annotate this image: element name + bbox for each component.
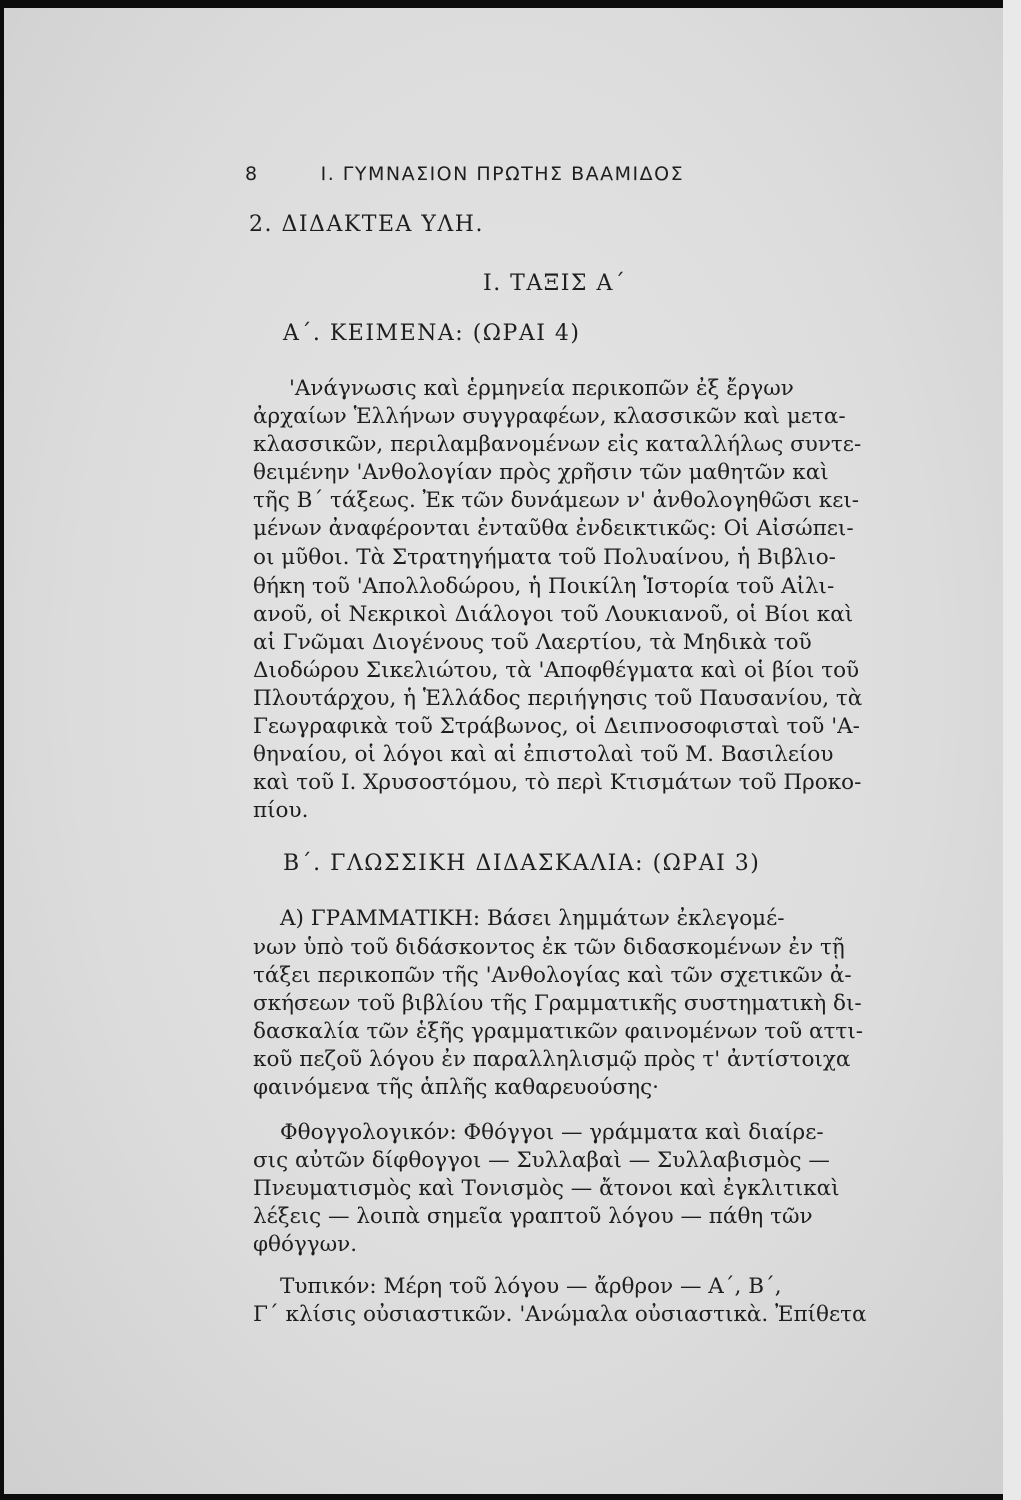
paragraph-1-line: ανοῦ, οἱ Νεκρικοὶ Διάλογοι τοῦ Λουκιανοῦ, οἱ Βίοι καὶ [253, 602, 854, 627]
section-heading: 2. ΔΙΔΑΚΤΕΑ ΥΛΗ. [249, 212, 484, 237]
paragraph-3-line: Φθογγολογικόν: Φθόγγοι — γράμματα καὶ διαίρε- [280, 1120, 824, 1145]
running-header [245, 163, 684, 185]
paragraph-1-line: καὶ τοῦ Ι. Χρυσοστόμου, τὸ περὶ Κτισμάτων τοῦ Προκο- [253, 770, 862, 795]
paragraph-1-line: θηναίου, οἱ λόγοι καὶ αἱ ἐπιστολαὶ τοῦ Μ. Βασιλείου [253, 742, 834, 767]
page-number: 8 [245, 163, 259, 185]
paragraph-1-line: πίου. [253, 798, 309, 823]
paragraph-4-line: Γ΄ κλίσις οὐσιαστικῶν. 'Ανώμαλα οὐσιαστικὰ. Ἐπίθετα [253, 1302, 867, 1327]
paragraph-2-line: σκήσεων τοῦ βιβλίου τῆς Γραμματικῆς συστηματικὴ δι- [253, 991, 862, 1016]
paragraph-1-line: 'Ανάγνωσις καὶ ἑρμηνεία περικοπῶν ἐξ ἔργων [289, 376, 794, 401]
paragraph-1-line: Πλουτάρχου, ἡ Ἑλλάδος περιήγησις τοῦ Παυσανίου, τὰ [253, 686, 863, 711]
paragraph-3-line: σις αὐτῶν δίφθογγοι — Συλλαβαὶ — Συλλαβισμὸς — [253, 1148, 830, 1173]
paragraph-1-line: θήκη τοῦ 'Απολλοδώρου, ἡ Ποικίλη Ἱστορία τοῦ Αἰλι- [253, 574, 835, 599]
paragraph-2-line: κοῦ πεζοῦ λόγου ἐν παραλληλισμῷ πρὸς τ' ἀντίστοιχα [253, 1047, 851, 1072]
paragraph-4-line: Τυπικόν: Μέρη τοῦ λόγου — ἄρθρον — Α΄, Β΄, [280, 1274, 782, 1299]
paragraph-1-line: τῆς Β΄ τάξεως. Ἐκ τῶν δυνάμεων ν' ἀνθολογηθῶσι κει- [253, 488, 860, 513]
paragraph-1-line: μένων ἀναφέρονται ἐνταῦθα ἐνδεικτικῶς: Οἱ Αἰσώπει- [253, 516, 854, 541]
paragraph-3-line: φθόγγων. [253, 1232, 358, 1257]
paragraph-1-line: οι μῦθοι. Τὰ Στρατηγήματα τοῦ Πολυαίνου, ἡ Βιβλιο- [253, 545, 836, 570]
class-title: Ι. ΤΑΞΙΣ Α΄ [483, 271, 627, 296]
paragraph-1-line: ἀρχαίων Ἑλλήνων συγγραφέων, κλασσικῶν καὶ μετα- [253, 404, 846, 429]
paragraph-2-line: δασκαλία τῶν ἑξῆς γραμματικῶν φαινομένων τοῦ αττι- [253, 1019, 864, 1044]
paragraph-1-line: κλασσικῶν, περιλαμβανομένων εἰς καταλλήλως συντε- [253, 432, 862, 457]
subsection-language-heading: Β΄. ΓΛΩΣΣΙΚΗ ΔΙΔΑΣΚΑΛΙΑ: (ΩΡΑΙ 3) [283, 851, 761, 876]
paragraph-3-line: λέξεις — λοιπὰ σημεῖα γραπτοῦ λόγου — πάθη τῶν [253, 1204, 813, 1229]
paragraph-2-line: τάξει περικοπῶν τῆς 'Ανθολογίας καὶ τῶν σχετικῶν ἀ- [253, 963, 852, 988]
paragraph-2-line: νων ὑπὸ τοῦ διδάσκοντος ἐκ τῶν διδασκομένων ἐν τῇ [253, 935, 845, 960]
paragraph-1-line: Διοδώρου Σικελιώτου, τὰ 'Αποφθέγματα καὶ οἱ βίοι τοῦ [253, 658, 860, 683]
paragraph-1-line: αἱ Γνῶμαι Διογένους τοῦ Λαερτίου, τὰ Μηδικὰ τοῦ [253, 630, 812, 655]
paragraph-2-line: Α) ΓΡΑΜΜΑΤΙΚΗ: Βάσει λημμάτων ἐκλεγομέ- [280, 906, 785, 931]
paragraph-3-line: Πνευματισμὸς καὶ Τονισμὸς — ἄτονοι καὶ ἐγκλιτικαὶ [253, 1176, 840, 1201]
subsection-texts-heading: Α΄. ΚΕΙΜΕΝΑ: (ΩΡΑΙ 4) [283, 321, 581, 346]
paragraph-1-line: θειμένην 'Ανθολογίαν πρὸς χρῆσιν τῶν μαθητῶν καὶ [253, 460, 829, 485]
paragraph-1-line: Γεωγραφικὰ τοῦ Στράβωνος, οἱ Δειπνοσοφισταὶ τοῦ 'Α- [253, 714, 860, 739]
running-title: Ι. ΓΥΜΝΑΣΙΟΝ ΠΡΩΤΗΣ ΒΑΑΜΙΔΟΣ [320, 163, 685, 185]
page-edge-strip [1003, 0, 1021, 1500]
paragraph-2-line: φαινόμενα τῆς ἁπλῆς καθαρευούσης· [253, 1075, 659, 1100]
